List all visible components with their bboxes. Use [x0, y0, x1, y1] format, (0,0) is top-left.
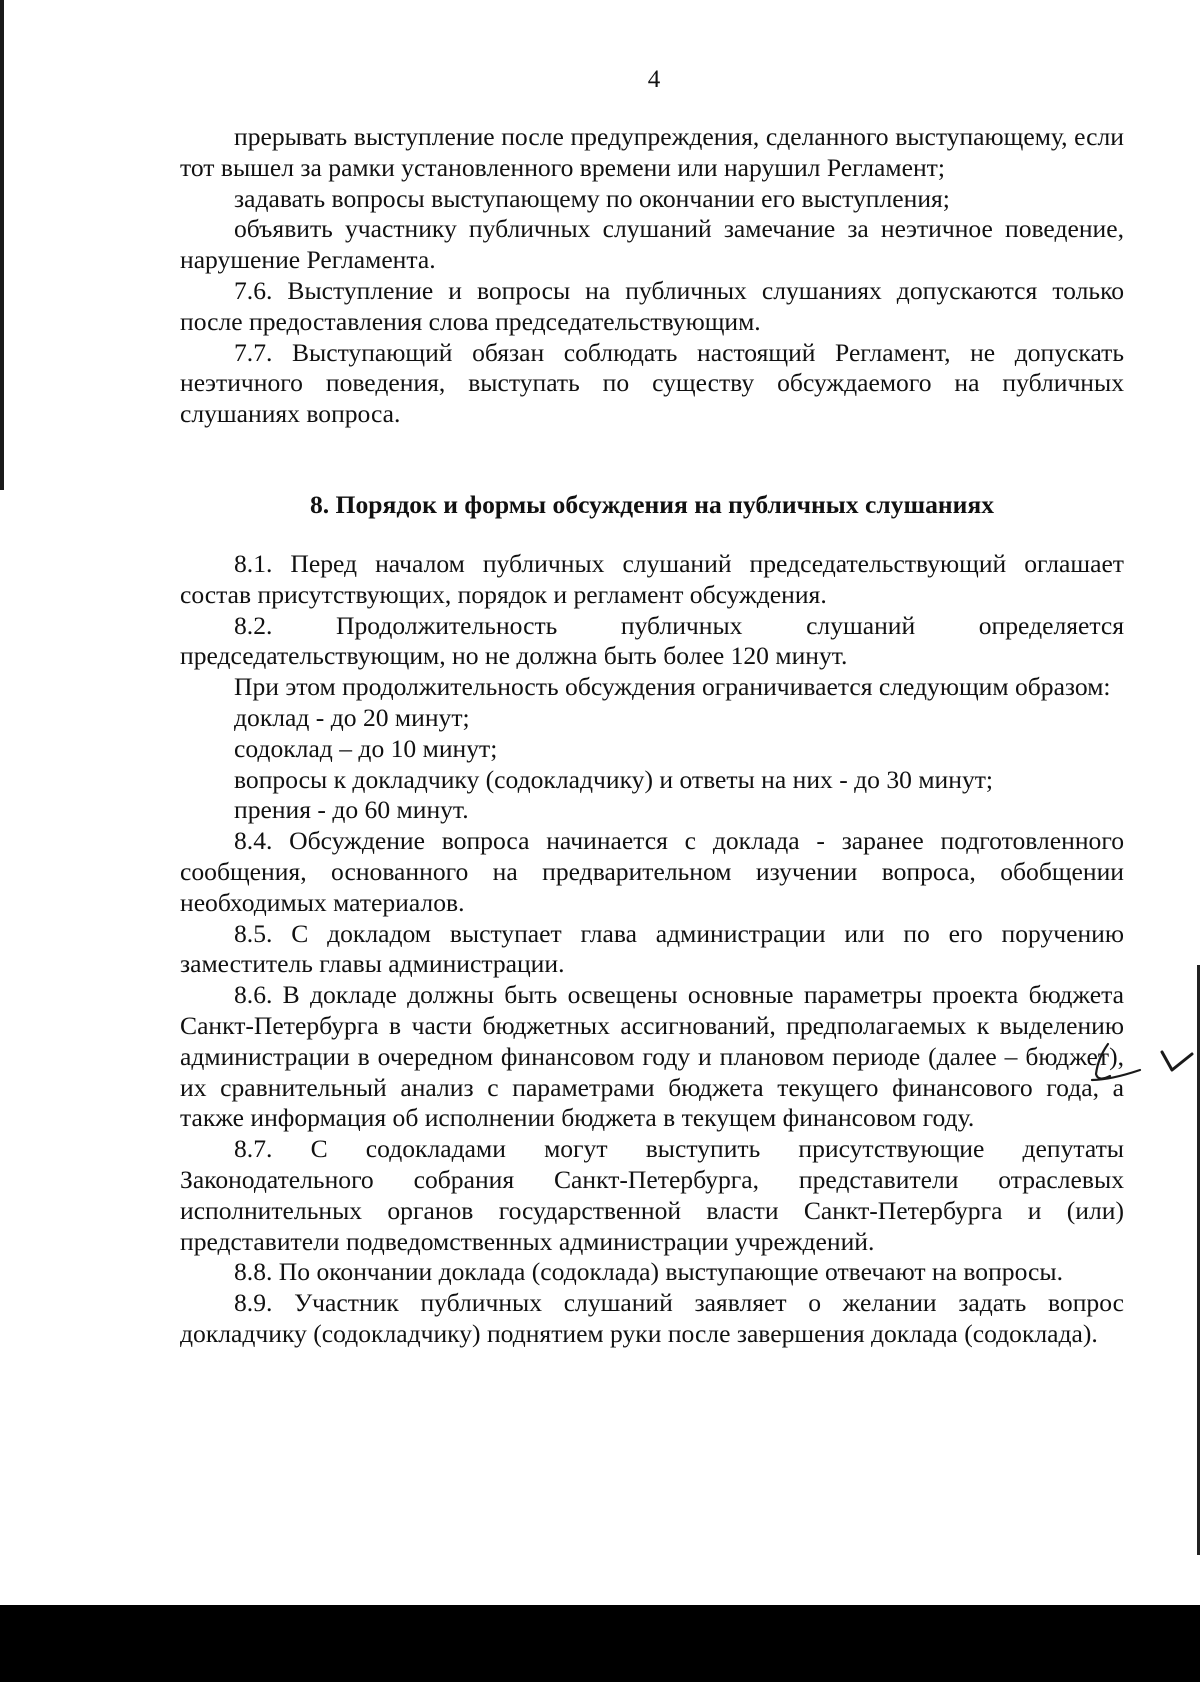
scan-bottom-black-band: [0, 1605, 1200, 1682]
paragraph-8-5: 8.5. С докладом выступает глава администрации или по его поручению заместитель главы администрации.: [180, 918, 1124, 979]
handwritten-check-mark: [1090, 1036, 1200, 1106]
paragraph-announce-remark: объявить участнику публичных слушаний замечание за неэтичное поведение, нарушение Регламента.: [180, 214, 1124, 275]
list-item-questions: вопросы к докладчику (содокладчику) и ответы на них - до 30 минут;: [234, 764, 994, 794]
paragraph-8-6: 8.6. В докладе должны быть освещены основные параметры проекта бюджета Санкт-Петербурга в части бюджетных ассигнований, предполагаемых к выделению администрации в очередном финансовом году и плановом периоде (далее – бюджет), их сравнительный анализ с параметрами бюджета текущего финансового года, а также информация об исполнении бюджета в текущем финансовом году.: [180, 980, 1124, 1133]
list-item-co-report: содоклад – до 10 минут;: [234, 733, 498, 763]
paragraph-7-7: 7.7. Выступающий обязан соблюдать настоящий Регламент, не допускать неэтичного поведения, выступать по существу обсуждаемого на публичных слушаниях вопроса.: [180, 337, 1124, 429]
page-number: 4: [647, 66, 661, 93]
paragraph-duration-limits: При этом продолжительность обсуждения ограничивается следующим образом:: [234, 672, 1111, 702]
paragraph-8-8: 8.8. По окончании доклада (содоклада) выступающие отвечают на вопросы.: [234, 1257, 1063, 1287]
section-8-heading: 8. Порядок и формы обсуждения на публичных слушаниях: [309, 490, 995, 519]
text-block-top: [180, 122, 1124, 430]
list-item-debate: прения - до 60 минут.: [234, 795, 469, 825]
paragraph-8-4: 8.4. Обсуждение вопроса начинается с доклада - заранее подготовленного сообщения, основанного на предварительном изучении вопроса, обобщении необходимых материалов.: [180, 826, 1124, 917]
paragraph-ask-questions: задавать вопросы выступающему по окончании его выступления;: [234, 183, 950, 213]
paragraph-8-9: 8.9. Участник публичных слушаний заявляет о желании задать вопрос докладчику (содокладчику) поднятием руки после завершения доклада (содоклада).: [180, 1288, 1124, 1348]
paragraph-8-7: 8.7. С содокладами могут выступить присутствующие депутаты Законодательного собрания Санкт-Петербурга, представители отраслевых исполнительных органов государственной власти Санкт-Петербурга и (или) представители подведомственных администрации учреждений.: [180, 1134, 1124, 1256]
paragraph-8-2: 8.2. Продолжительность публичных слушаний определяется председательствующим, но не должна быть более 120 минут.: [180, 610, 1124, 671]
paragraph-interrupt-speech: прерывать выступление после предупреждения, сделанного выступающему, если тот вышел за рамки установленного времени или нарушил Регламент;: [180, 122, 1124, 182]
text-block-section-8: [180, 549, 1124, 1350]
paragraph-7-6: 7.6. Выступление и вопросы на публичных слушаниях допускаются только после предоставления слова председательствующим.: [180, 275, 1124, 336]
list-item-report: доклад - до 20 минут;: [234, 702, 470, 732]
paragraph-8-1: 8.1. Перед началом публичных слушаний председательствующий оглашает состав присутствующих, порядок и регламент обсуждения.: [180, 549, 1124, 609]
